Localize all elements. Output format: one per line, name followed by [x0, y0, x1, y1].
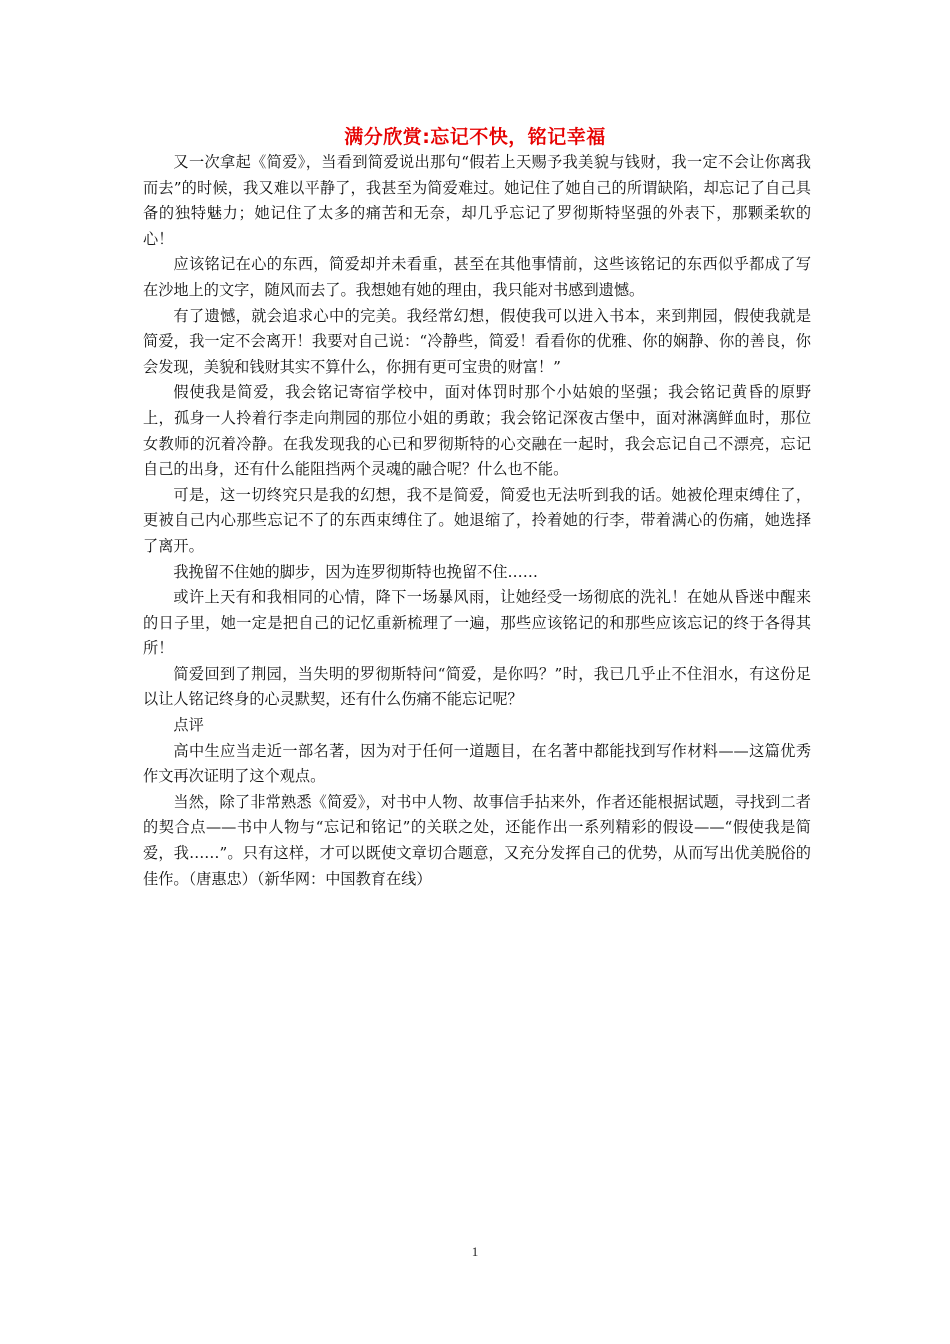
- paragraph-4: 假使我是简爱，我会铭记寄宿学校中，面对体罚时那个小姑娘的坚强；我会铭记黄昏的原野上，孤身一人拎着行李走向荆园的那位小姐的勇敢；我会铭记深夜古堡中，面对淋漓鲜血时，那位女教师的沉着冷静。在我发现我的心已和罗彻斯特的心交融在一起时，我会忘记自己不漂亮，忘记自己的出身，还有什么能阻挡两个灵魂的融合呢？什么也不能。: [143, 383, 811, 479]
- review-paragraph-2: 当然，除了非常熟悉《简爱》，对书中人物、故事信手拈来外，作者还能根据试题，寻找到二者的契合点——书中人物与“忘记和铭记”的关联之处，还能作出一系列精彩的假设——“假使我是简爱，我……”。只有这样，才可以既使文章切合题意，又充分发挥自己的优势，从而写出优美脱俗的佳作。（唐惠忠）（新华网：中国教育在线）: [143, 792, 811, 888]
- paragraph-1: 又一次拿起《简爱》，当看到简爱说出那句“假若上天赐予我美貌与钱财，我一定不会让你离我而去”的时候，我又难以平静了，我甚至为简爱难过。她记住了她自己的所谓缺陷，却忘记了自己具备的独特魅力；她记住了太多的痛苦和无奈，却几乎忘记了罗彻斯特坚强的外表下，那颗柔软的心！: [143, 153, 811, 248]
- paragraph-3: 有了遗憾，就会追求心中的完美。我经常幻想，假使我可以进入书本，来到荆园，假使我就是简爱，我一定不会离开！我要对自己说：“冷静些，简爱！看看你的优雅、你的娴静、你的善良，你会发现，美貌和钱财其实不算什么，你拥有更可宝贵的财富！”: [143, 306, 811, 376]
- paragraph-7: 或许上天有和我相同的心情，降下一场暴风雨，让她经受一场彻底的洗礼！在她从昏迷中醒来的日子里，她一定是把自己的记忆重新梳理了一遍，那些应该铭记的和那些应该忘记的终于各得其所！: [143, 588, 811, 658]
- paragraph-2: 应该铭记在心的东西，简爱却并未看重，甚至在其他事情前，这些该铭记的东西似乎都成了写在沙地上的文字，随风而去了。我想她有她的理由，我只能对书感到遗憾。: [143, 255, 811, 299]
- paragraph-6: 我挽留不住她的脚步，因为连罗彻斯特也挽留不住……: [173, 562, 538, 581]
- paragraph-5: 可是，这一切终究只是我的幻想，我不是简爱，简爱也无法听到我的话。她被伦理束缚住了，更被自己内心那些忘记不了的东西束缚住了。她退缩了，拎着她的行李，带着满心的伤痛，她选择了离开。: [143, 485, 811, 555]
- paragraph-8: 简爱回到了荆园，当失明的罗彻斯特问“简爱，是你吗？”时，我已几乎止不住泪水，有这份足以让人铭记终身的心灵默契，还有什么伤痛不能忘记呢？: [143, 664, 811, 709]
- review-paragraph-1: 高中生应当走近一部名著，因为对于任何一道题目，在名著中都能找到写作材料——这篇优秀作文再次证明了这个观点。: [143, 741, 811, 786]
- page-number: 1: [471, 1244, 479, 1259]
- review-heading: 点评: [173, 716, 204, 735]
- article-title: 满分欣赏:忘记不快，铭记幸福: [344, 126, 606, 148]
- article-body: [143, 150, 811, 892]
